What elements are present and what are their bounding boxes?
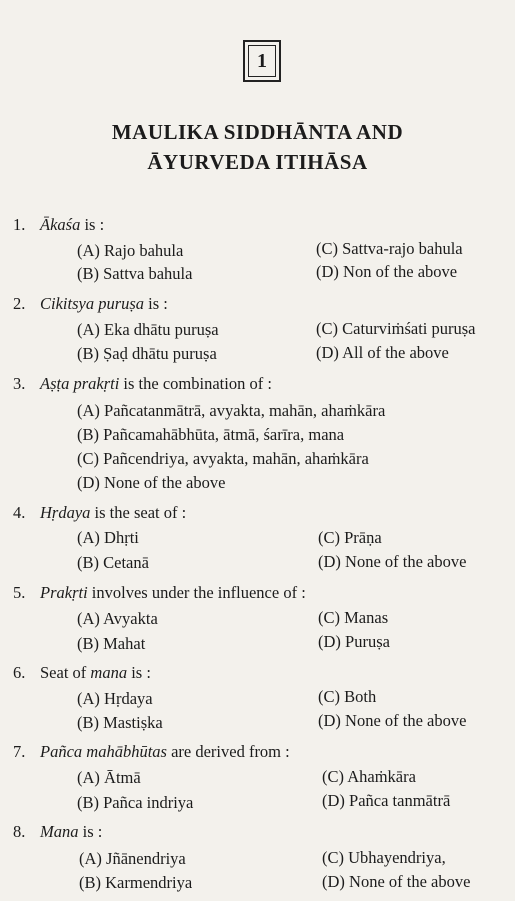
q8-option-c: (C) Ubhayendriya, [322,848,446,867]
q8-option-a: (A) Jñānendriya [79,849,186,868]
q7-option-a: (A) Ātmā [77,768,141,787]
q7-option-c: (C) Ahaṁkāra [322,767,416,786]
q7-option-d: (D) Pañca tanmātrā [322,791,451,810]
q2-option-d: (D) All of the above [316,343,449,362]
q5-option-c: (C) Manas [318,608,389,627]
question-text: are derived from : [166,742,290,761]
question-term: Pañca mahābhūtas [40,742,167,761]
q4-option-b: (B) Cetanā [77,553,149,572]
question-term: Cikitsya puruṣa [40,294,145,313]
q5-option-a: (A) Avyakta [77,609,158,628]
question-number: 6. [13,663,26,682]
question-term: Aṣṭa prakṛti [40,374,120,393]
q5-option-d: (D) Puruṣa [318,632,390,651]
q3-option-a: (A) Pañcatanmātrā, avyakta, mahān, ahaṁkāra [77,401,386,420]
q6-option-b: (B) Mastiṣka [77,713,163,732]
q1-option-b: (B) Sattva bahula [77,264,193,283]
question-number: 8. [13,822,26,841]
question-number: 7. [13,742,26,761]
question-text: involves under the influence of : [87,583,306,602]
question-number: 1. [13,215,26,234]
question-term: Mana [40,822,79,841]
q2-option-a: (A) Eka dhātu puruṣa [77,320,219,339]
question-text: is the combination of : [119,374,272,393]
question-number: 5. [13,583,26,602]
q6-option-c: (C) Both [318,687,377,706]
question-number: 4. [13,503,26,522]
q4-option-d: (D) None of the above [318,552,467,571]
q1-option-d: (D) Non of the above [316,262,458,281]
q8-option-b: (B) Karmendriya [79,873,193,892]
q3-option-b: (B) Pañcamahābhūta, ātmā, śarīra, mana [77,425,345,444]
question-text: is the seat of : [90,503,187,522]
q1-option-c: (C) Sattva-rajo bahula [316,239,463,258]
q8-option-d: (D) None of the above [322,872,471,891]
chapter-title-line-1: MAULIKA SIDDHĀNTA AND [111,120,404,144]
q3-option-d: (D) None of the above [77,473,226,492]
question-text: is : [144,294,168,313]
question-term: mana [90,663,128,682]
q6-option-d: (D) None of the above [318,711,467,730]
question-term: Hṛdaya [40,503,91,522]
q6-option-a: (A) Hṛdaya [77,689,153,708]
question-text-end: is : [127,663,151,682]
q7-option-b: (B) Pañca indriya [77,793,194,812]
question-term: Ākaśa [40,215,81,234]
question-text: Seat of [40,663,91,682]
question-term: Prakṛti [40,583,88,602]
q4-option-c: (C) Prāṇa [318,528,382,547]
chapter-title-line-2: ĀYURVEDA ITIHĀSA [147,150,368,174]
chapter-number: 1 [248,45,276,77]
question-text: is : [78,822,103,841]
q1-option-a: (A) Rajo bahula [77,241,184,260]
q5-option-b: (B) Mahat [77,634,146,653]
question-number: 2. [13,294,26,313]
chapter-number-box [243,40,281,82]
q4-option-a: (A) Dhṛti [77,528,139,547]
q2-option-c: (C) Caturviṁśati puruṣa [316,319,476,338]
question-text: is : [80,215,105,234]
question-number: 3. [13,374,26,393]
q3-option-c: (C) Pañcendriya, avyakta, mahān, ahaṁkāra [77,449,369,468]
q2-option-b: (B) Ṣaḍ dhātu puruṣa [77,344,217,363]
